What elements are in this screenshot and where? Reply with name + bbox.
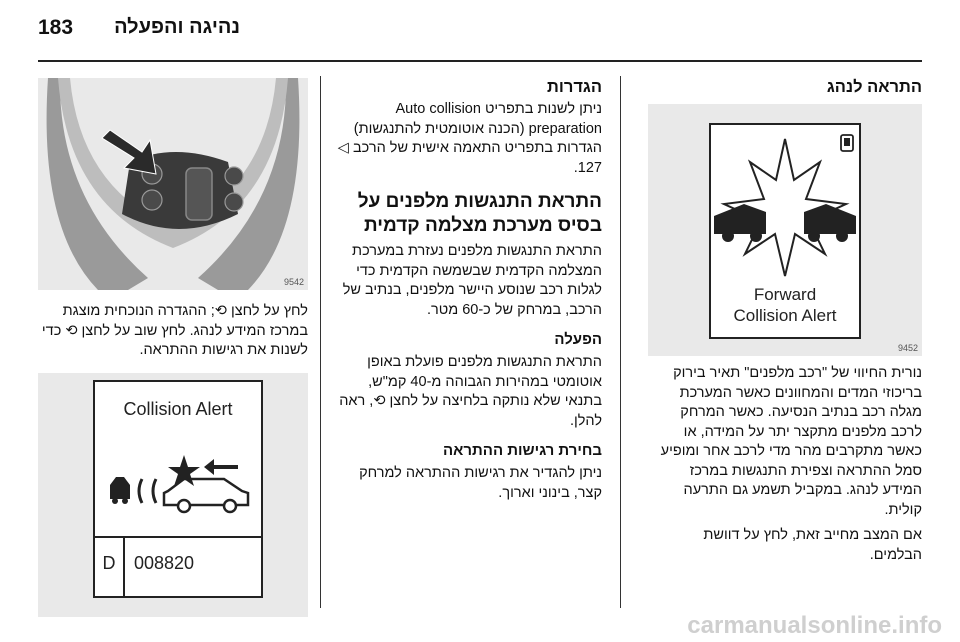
forward-collision-svg — [648, 104, 922, 356]
steering-wheel-svg — [38, 78, 308, 290]
watermark: carmanualsonline.info — [687, 612, 942, 639]
gear-indicator: D — [102, 552, 116, 573]
speed-button-icon — [225, 167, 243, 185]
right-column — [648, 76, 922, 571]
page-title: נהיגה והפעלה — [114, 16, 240, 38]
dic-title: Collision Alert — [123, 398, 233, 419]
collision-alert-figure — [38, 373, 308, 617]
res-set-thumbwheel — [186, 168, 212, 220]
heading-driver-alert: התראה לנהג — [826, 78, 922, 96]
column-divider-left — [320, 76, 321, 608]
heading-sensitivity: בחירת רגישות ההתראה — [443, 442, 602, 459]
page-number: 183 — [38, 16, 74, 39]
figure-label-forward: Forward — [753, 285, 817, 304]
camera-paragraph: התראת התנגשות מלפנים נעזרת במערכת המצלמה הקדמית שבשמשה הקדמית כדי לגלות רכב שנוסע היישר מלפנים, בנתיב של הרכב, במרחק של כ-60 מטר. — [342, 243, 602, 318]
heading-camera-alert: התראת התנגשות מלפנים על בסיס מערכת מצלמה קדמית — [357, 191, 602, 236]
limiter-button-icon — [225, 193, 243, 211]
pointer-arrow-icon — [102, 130, 156, 174]
wheel-figure-code: 9542 — [283, 277, 304, 287]
steering-wheel-figure — [38, 78, 308, 290]
collision-alert-svg — [38, 373, 308, 617]
middle-column — [330, 76, 602, 509]
sensitivity-paragraph: ניתן להגדיר את רגישות ההתראה למרחק קצר, בינוני וארוך. — [359, 465, 602, 501]
column-divider-right — [620, 76, 621, 608]
wheel-caption: לחץ על לחצן ⟲; ההגדרה הנוכחית מוצגת במרכז המידע לנהג. לחץ שוב על לחצן ⟲ כדי לשנות את רגישות ההתראה. — [41, 303, 308, 358]
cruise-button-icon — [142, 190, 162, 210]
activation-paragraph: התראת התנגשות מלפנים פועלת באופן אוטומטי במהירות הגבוהה מ-40 קמ"ש, בתנאי שלא נותקה בלחיצה על לחצן ⟲, ראה להלן. — [339, 354, 602, 429]
odometer-reading: 008820 — [134, 552, 195, 573]
brake-paragraph: אם המצב מחייב זאת, לחץ על דוושת הבלמים. — [703, 527, 922, 563]
heading-activation: הפעלה — [554, 331, 602, 348]
heading-settings: הגדרות — [547, 78, 602, 96]
header-rule — [38, 60, 922, 62]
forward-collision-figure — [648, 104, 922, 356]
left-column — [38, 76, 308, 617]
alert-paragraph: נורית החיווי של "רכב מלפנים" תאיר בירוק בריכוזי המדים והמחוונים כאשר המערכת מגלה רכב בנתיב הנסיעה. כאשר המרחק לרכב מלפנים מתקצר יתר על המידה, או כאשר מתקרבים מהר מדי לרכב אחר ומופיע סמל ההתראה וצפירת התנגשות במרכז המידע לנהג. במקביל תשמע גם התרעה קולית. — [660, 365, 922, 518]
figure-code: 9452 — [897, 343, 918, 353]
settings-paragraph: ניתן לשנות בתפריט Auto collision preparation (הכנה אוטומטית להתנגשות) הגדרות בתפריט התאמה אישית של הרכב ◁ 127. — [337, 101, 602, 176]
figure-label-collision-alert: Collision Alert — [733, 306, 837, 325]
